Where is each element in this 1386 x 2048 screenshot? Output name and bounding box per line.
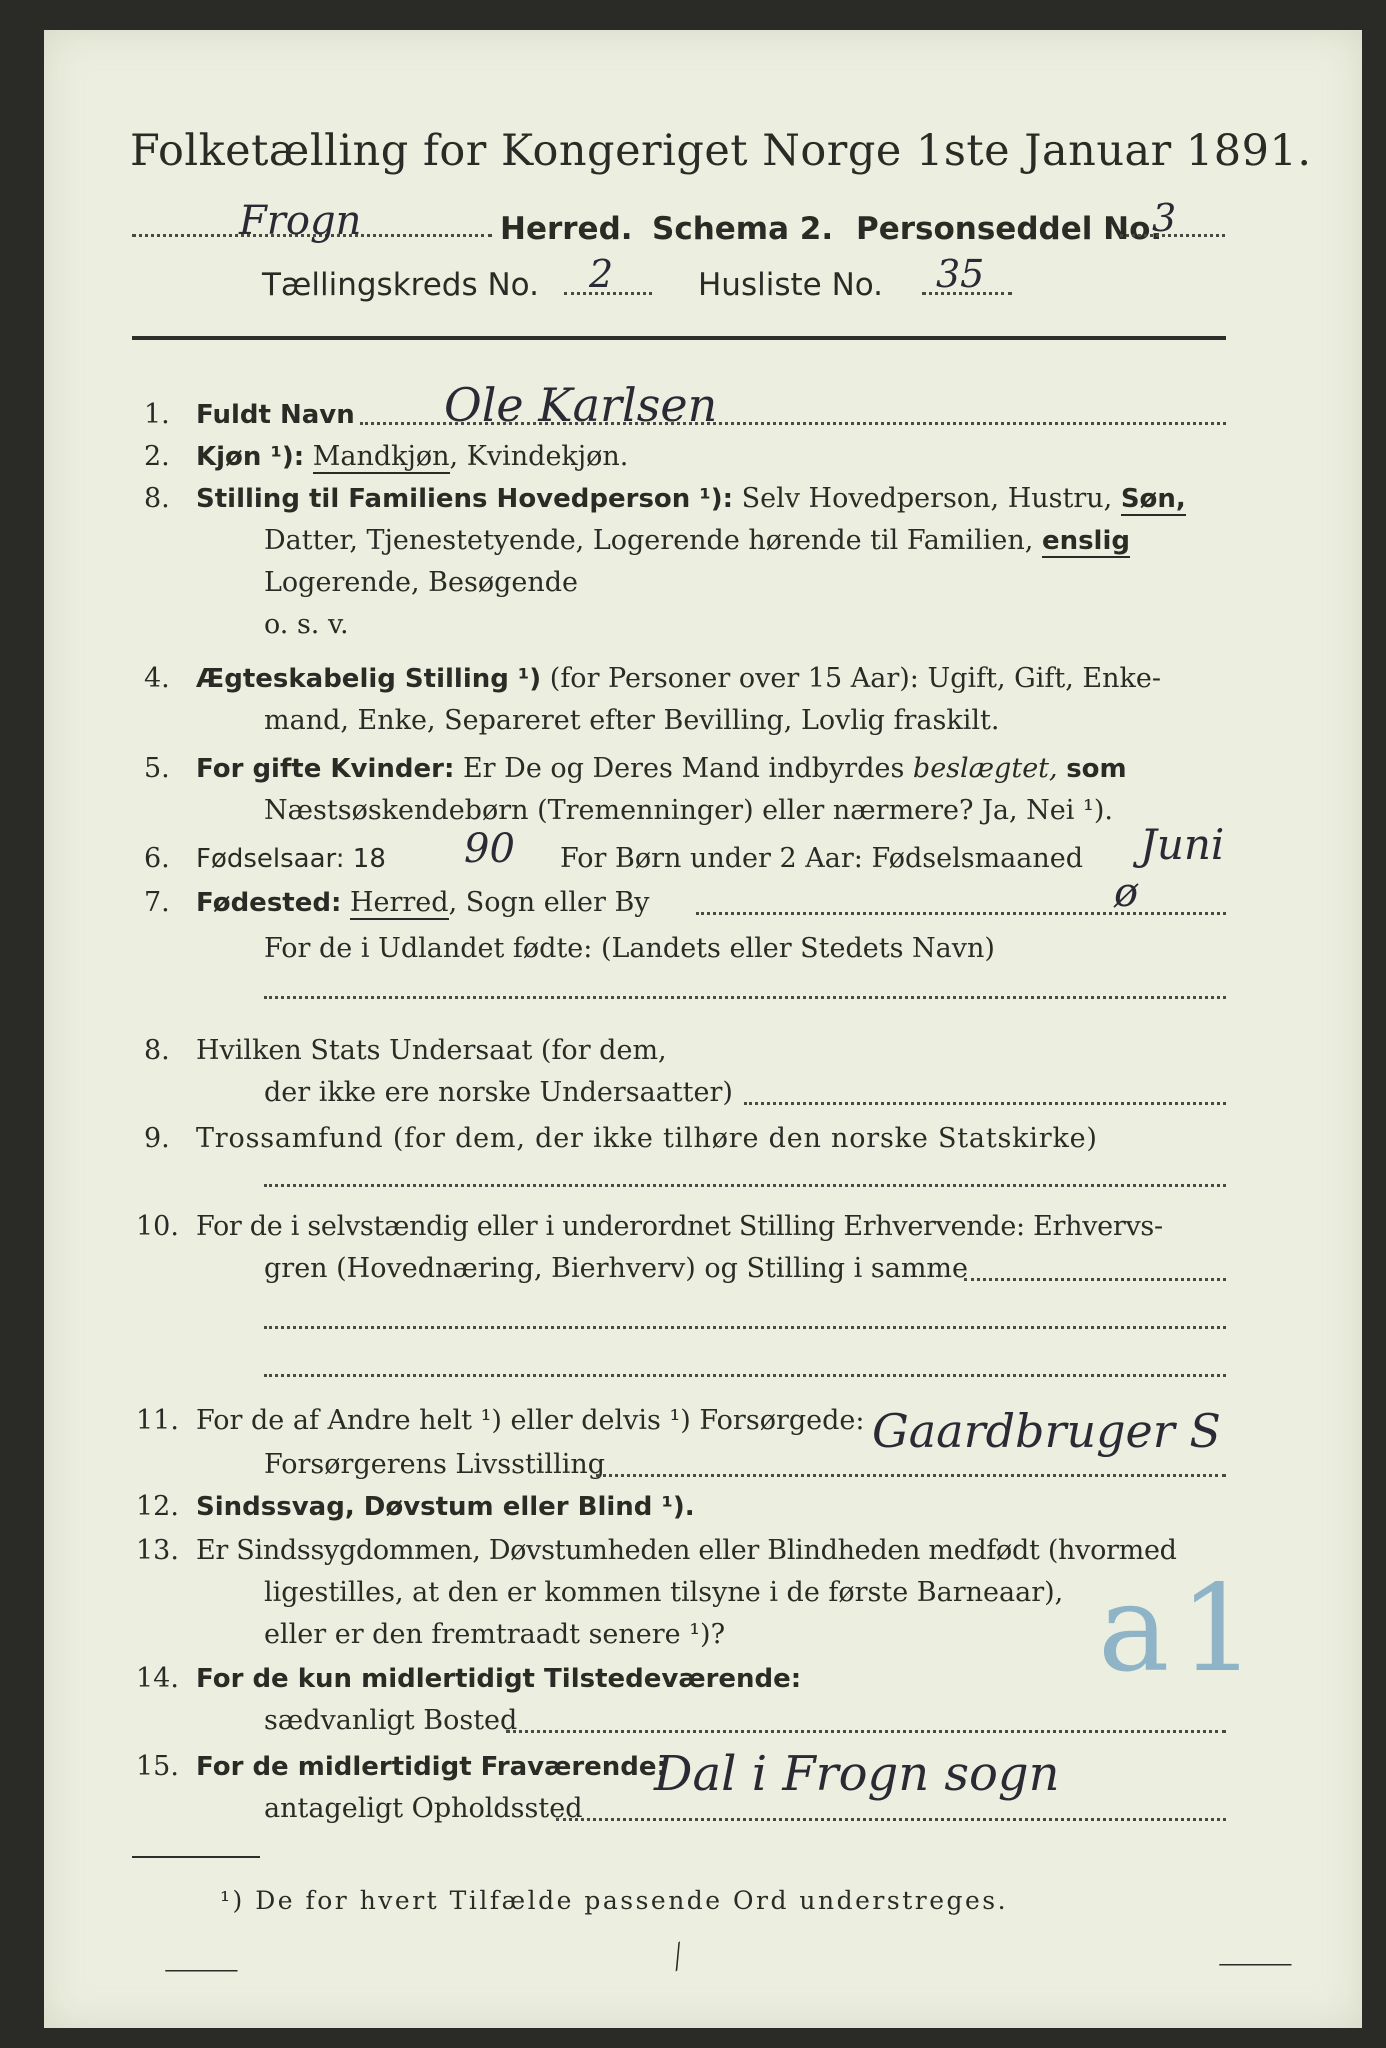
field-7-label: Fødested: xyxy=(196,888,342,918)
field-13-line-3: eller er den fremtraadt senere ¹)? xyxy=(264,1619,726,1650)
field-2-option-mandkjon[interactable]: Mandkjøn xyxy=(312,441,450,472)
field-14-dotted-line[interactable] xyxy=(506,1730,1226,1733)
field-2-option-kvindekjon[interactable]: , Kvindekjøn. xyxy=(449,441,629,472)
field-2-text xyxy=(196,440,628,474)
field-15-dotted-line xyxy=(556,1818,1226,1821)
schema-label: Schema 2. xyxy=(652,211,834,247)
field-7-option-herred[interactable]: Herred xyxy=(349,887,449,918)
field-2-label: Kjøn ¹): xyxy=(196,442,305,472)
field-10-line-1: For de i selvstændig eller i underordnet Stilling Erhvervende: Erhvervs- xyxy=(196,1211,1163,1242)
field-6-number: 6. xyxy=(144,843,170,874)
field-5-question: Er De og Deres Mand indbyrdes xyxy=(462,753,905,784)
herred-value[interactable]: Frogn xyxy=(239,198,362,244)
field-2-number: 2. xyxy=(144,441,170,472)
field-9-line-1: Trossamfund (for dem, der ikke tilhøre den norske Statskirke) xyxy=(196,1123,1098,1154)
field-3-label: Stilling til Familiens Hovedperson ¹): xyxy=(196,484,734,514)
field-12-line-1[interactable]: Sindssvag, Døvstum eller Blind ¹). xyxy=(196,1492,695,1522)
kreds-value[interactable]: 2 xyxy=(589,252,614,296)
field-10-number: 10. xyxy=(136,1211,179,1242)
field-7-foreign-dotted-line xyxy=(264,996,1226,999)
field-8-line-2: der ikke ere norske Undersaatter) xyxy=(264,1077,733,1108)
field-7-dotted-line xyxy=(696,912,1226,915)
header-divider xyxy=(132,336,1226,340)
field-1-number: 1. xyxy=(144,399,170,430)
field-11-value[interactable]: Gaardbruger S xyxy=(872,1404,1221,1458)
field-5-label: For gifte Kvinder: xyxy=(196,754,455,784)
blue-pencil-mark: a1 xyxy=(1098,1560,1266,1699)
personseddel-value[interactable]: 3 xyxy=(1152,196,1177,240)
field-8-dotted-line[interactable] xyxy=(744,1102,1226,1105)
field-7-value[interactable]: ø xyxy=(1114,870,1139,916)
field-8-line-1: Hvilken Stats Undersaat (for dem, xyxy=(196,1035,667,1066)
pin-mark-center: ⟋ xyxy=(659,1937,698,1978)
kreds-label: Tællingskreds No. xyxy=(262,267,539,303)
field-3-line-4: o. s. v. xyxy=(264,609,349,640)
field-7-line-2: For de i Udlandet fødte: (Landets eller Stedets Navn) xyxy=(264,933,995,964)
field-6-label: Fødselsaar: 18 xyxy=(196,844,386,874)
field-3-number: 8. xyxy=(144,483,170,514)
field-10-dotted-line-2[interactable] xyxy=(264,1326,1226,1329)
field-10-line-2: gren (Hovednæring, Bierhverv) og Stilling i samme xyxy=(264,1253,969,1284)
footnote-rule xyxy=(132,1856,260,1858)
field-14-line-2: sædvanligt Bosted xyxy=(264,1705,518,1736)
field-5-number: 5. xyxy=(144,753,170,784)
field-10-dotted-line-1[interactable] xyxy=(964,1278,1226,1281)
field-1-value[interactable]: Ole Karlsen xyxy=(444,378,718,432)
field-5-beslaegtet: beslægtet, xyxy=(912,753,1058,784)
field-13-line-2: ligestilles, at den er kommen tilsyne i de første Barneaar), xyxy=(264,1577,1064,1608)
field-14-line-1: For de kun midlertidigt Tilstedeværende: xyxy=(196,1664,802,1694)
field-3-option-son[interactable]: Søn, xyxy=(1120,484,1186,514)
field-3-options-1[interactable]: Selv Hovedperson, Hustru, xyxy=(741,483,1113,514)
pin-mark-right: ⸻ xyxy=(1218,1946,1293,1981)
field-13-line-1: Er Sindssygdommen, Døvstumheden eller Blindheden medfødt (hvormed xyxy=(196,1535,1177,1566)
field-4-number: 4. xyxy=(144,663,170,694)
field-6-month-label: For Børn under 2 Aar: Fødselsmaaned xyxy=(560,843,1084,874)
footnote: ¹) De for hvert Tilfælde passende Ord understreges. xyxy=(220,1886,1009,1915)
field-4-label: Ægteskabelig Stilling ¹) xyxy=(196,664,542,694)
field-3-options-2[interactable]: Datter, Tjenestetyende, Logerende hørende til Familien, xyxy=(264,525,1034,556)
field-6-month-value[interactable]: Juni xyxy=(1140,820,1225,869)
pin-mark-left: ⸻ xyxy=(164,1952,239,1987)
field-15-line-1: For de midlertidigt Fraværende: xyxy=(196,1752,667,1782)
field-11-line-2: Forsørgerens Livsstilling xyxy=(264,1449,606,1480)
field-13-number: 13. xyxy=(136,1535,179,1566)
field-11-number: 11. xyxy=(136,1405,179,1436)
field-9-dotted-line[interactable] xyxy=(264,1184,1226,1187)
field-15-value[interactable]: Dal i Frogn sogn xyxy=(654,1746,1060,1802)
field-3-option-enslig[interactable]: enslig xyxy=(1041,526,1130,556)
field-6-year-value[interactable]: 90 xyxy=(464,826,515,872)
field-7-line-1 xyxy=(196,886,650,920)
field-15-line-2: antageligt Opholdssted xyxy=(264,1793,583,1824)
personseddel-label: Personseddel No. xyxy=(856,211,1163,247)
field-10-dotted-line-3[interactable] xyxy=(264,1374,1226,1377)
form-title: Folketælling for Kongeriget Norge 1ste Januar 1891. xyxy=(130,126,1312,176)
field-4-line-1 xyxy=(196,662,1161,696)
field-5-som: som xyxy=(1066,754,1127,784)
census-form-sheet xyxy=(44,30,1362,2028)
field-7-number: 7. xyxy=(144,887,170,918)
field-11-line-1: For de af Andre helt ¹) eller delvis ¹) Forsørgede: xyxy=(196,1405,865,1436)
field-3-line-3: Logerende, Besøgende xyxy=(264,567,578,598)
husliste-value[interactable]: 35 xyxy=(936,252,985,296)
herred-label: Herred. xyxy=(500,211,633,247)
field-4-line-2[interactable]: mand, Enke, Separeret efter Bevilling, Lovlig fraskilt. xyxy=(264,705,1000,736)
field-4-options-1[interactable]: (for Personer over 15 Aar): Ugift, Gift, Enke- xyxy=(549,663,1161,694)
field-12-number: 12. xyxy=(136,1491,179,1522)
field-9-number: 9. xyxy=(144,1123,170,1154)
field-11-dotted-line xyxy=(596,1474,1226,1477)
field-8-number: 8. xyxy=(144,1035,170,1066)
field-5-line-1 xyxy=(196,752,1127,786)
field-5-line-2[interactable]: Næstsøskendebørn (Tremenninger) eller nærmere? Ja, Nei ¹). xyxy=(264,795,1113,826)
field-3-line-1 xyxy=(196,482,1186,516)
field-3-line-2 xyxy=(264,524,1130,558)
field-1-label: Fuldt Navn xyxy=(196,400,355,430)
field-14-number: 14. xyxy=(136,1663,179,1694)
field-15-number: 15. xyxy=(136,1751,179,1782)
field-7-options[interactable]: , Sogn eller By xyxy=(448,887,650,918)
husliste-label: Husliste No. xyxy=(698,267,884,303)
